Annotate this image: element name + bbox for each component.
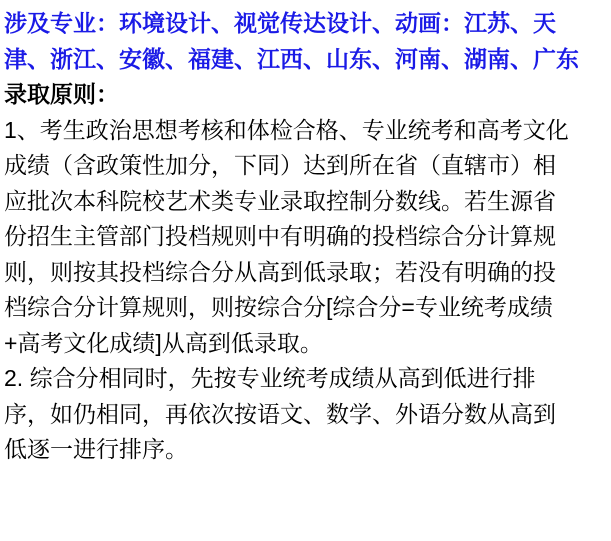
- majors-line-1: 涉及专业：环境设计、视觉传达设计、动画：江苏、天: [4, 10, 556, 36]
- principle-item-2: [4, 361, 607, 468]
- majors-section: [4, 6, 607, 77]
- principle-2-line-1: 2. 综合分相同时，先按专业统考成绩从高到低进行排: [4, 365, 536, 391]
- principle-2-line-2: 序，如仍相同，再依次按语文、数学、外语分数从高到: [4, 400, 556, 427]
- principle-item-1: [4, 113, 607, 362]
- principle-1-line-5: 则，则按其投档综合分从高到低录取；若没有明确的投: [4, 258, 556, 285]
- principle-2-line-3: 低逐一进行排序。: [4, 436, 188, 462]
- principle-1-line-1: 1、考生政治思想考核和体检合格、专业统考和高考文化: [4, 116, 569, 143]
- principle-1-line-4: 份招生主管部门投档规则中有明确的投档综合分计算规: [4, 223, 556, 249]
- principle-1-line-3: 应批次本科院校艺术类专业录取控制分数线。若生源省: [4, 187, 556, 214]
- principle-1-line-2: 成绩（含政策性加分，下同）达到所在省（直辖市）相: [4, 152, 556, 178]
- principle-1-line-6: 档综合分计算规则，则按综合分[综合分=专业统考成绩: [4, 294, 553, 320]
- admission-principles-heading: 录取原则：: [4, 81, 119, 107]
- admission-principles-section: [4, 77, 607, 468]
- principle-1-line-7: +高考文化成绩]从高到低录取。: [4, 329, 323, 356]
- majors-line-2: 津、浙江、安徽、福建、江西、山东、河南、湖南、广东: [4, 45, 579, 72]
